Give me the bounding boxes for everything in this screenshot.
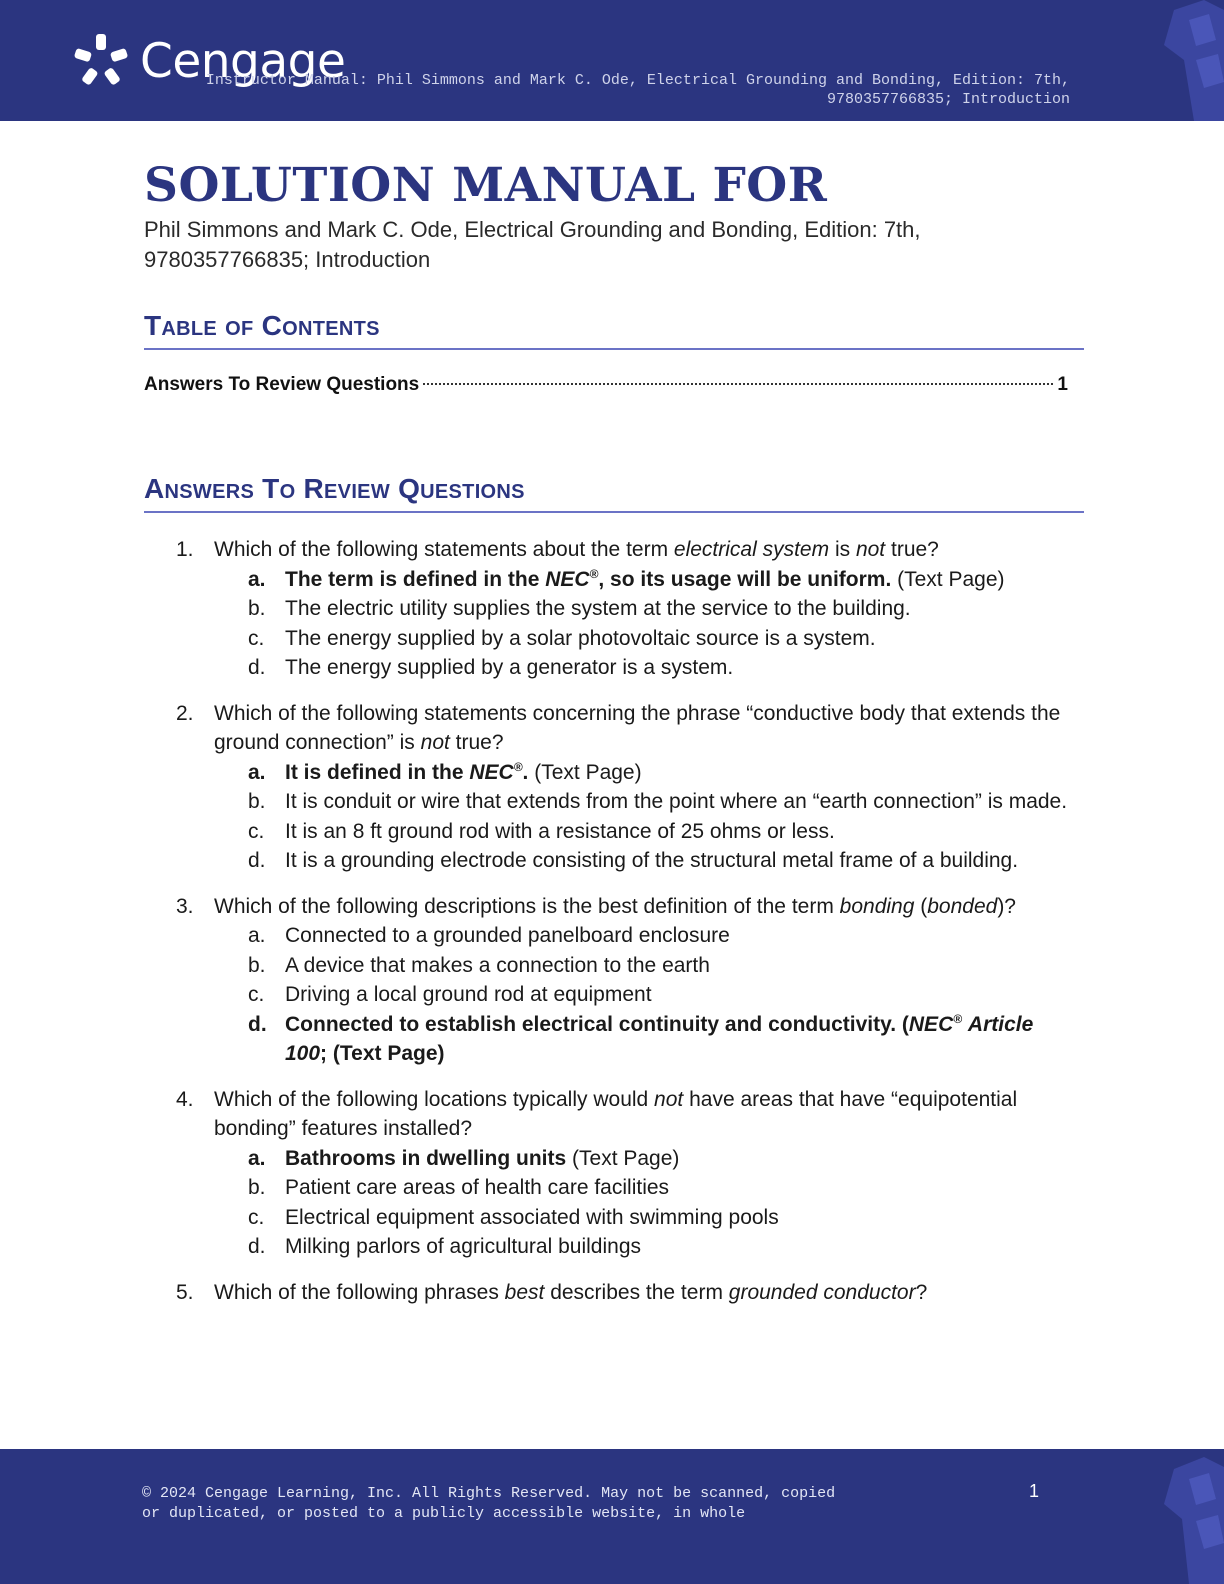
toc-entry-label: Answers To Review Questions [144,374,420,395]
question-number: 3. [176,894,194,918]
document-title: SOLUTION MANUAL FOR [144,158,828,213]
question-3 [176,892,1076,1069]
option: a. Connected to a grounded panelboard enclosure [248,924,730,947]
question-stem: Which of the following phrases best describes the term grounded conductor? [214,1280,928,1304]
question-number: 4. [176,1087,194,1111]
toc-entry-page: 1 [1057,374,1068,395]
toc-heading: Table of Contents [144,310,1084,350]
option-correct: a. It is defined in the NEC®. (Text Page) [248,759,642,784]
option-correct: a. The term is defined in the NEC®, so its usage will be uniform. (Text Page) [248,566,1005,591]
option: d. The energy supplied by a generator is a system. [248,656,734,679]
answers-heading: Answers To Review Questions [144,473,1084,513]
page-header [0,0,1224,121]
question-list [176,535,1076,1323]
page-number: 1 [1029,1481,1040,1501]
option: b. Patient care areas of health care facilities [248,1176,670,1199]
question-stem: Which of the following descriptions is the best definition of the term bonding (bonded)? [214,894,1016,918]
logo-wordmark: Cengage [140,33,346,89]
question-2 [176,699,1076,876]
option: c. Driving a local ground rod at equipment [248,983,652,1006]
option: d. It is a grounding electrode consisting of the structural metal frame of a building. [248,849,1019,872]
option: d. Milking parlors of agricultural buildings [248,1235,641,1258]
cengage-mark-icon [70,30,132,92]
header-running-title-2: 9780357766835; Introduction [826,91,1070,108]
question-4 [176,1085,1076,1262]
option: c. The energy supplied by a solar photovoltaic source is a system. [248,626,876,650]
option: c. Electrical equipment associated with swimming pools [248,1205,779,1229]
page-footer [0,1449,1224,1584]
toc-leader-dots [423,383,1053,385]
option-correct: a. Bathrooms in dwelling units (Text Page) [248,1146,680,1170]
question-number: 5. [176,1280,194,1304]
document-subtitle: Phil Simmons and Mark C. Ode, Electrical Grounding and Bonding, Edition: 7th, 9780357766835; Introduction [144,217,921,272]
header-running-title: Instructor Manual: Phil Simmons and Mark C. Ode, Electrical Grounding and Bonding, Edition: 7th, [205,72,1070,89]
question-number: 2. [176,701,194,725]
option-correct: d. Connected to establish electrical continuity and conductivity. (NEC® Article 100; (Text Page) [248,1011,1034,1065]
header-decoration-icon [1134,0,1224,121]
option: b. The electric utility supplies the system at the service to the building. [248,597,911,620]
footer-decoration-icon [1134,1449,1224,1584]
toc-entry[interactable] [144,374,1068,396]
question-stem: Which of the following locations typically would not have areas that have “equipotential bonding” features installed? [214,1087,1018,1140]
question-stem: Which of the following statements about the term electrical system is not true? [214,538,939,561]
copyright-notice: © 2024 Cengage Learning, Inc. All Rights Reserved. May not be scanned, copied or duplicated, or posted to a publicly accessible website, in whole [142,1485,836,1522]
question-5 [176,1278,1076,1308]
question-stem: Which of the following statements concerning the phrase “conductive body that extends the ground connection” is not true? [214,701,1061,754]
option: b. It is conduit or wire that extends from the point where an “earth connection” is made. [248,790,1068,813]
question-number: 1. [176,538,194,561]
question-1 [176,535,1076,683]
option: b. A device that makes a connection to the earth [248,953,710,977]
option: c. It is an 8 ft ground rod with a resistance of 25 ohms or less. [248,819,835,843]
